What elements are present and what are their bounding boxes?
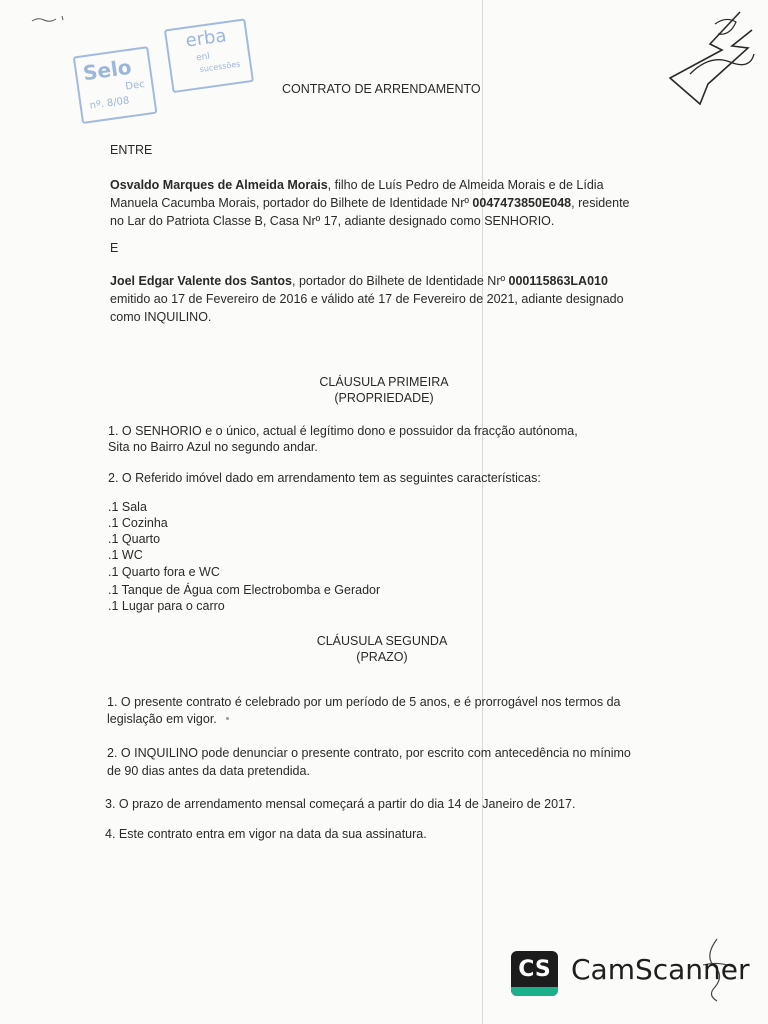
ink-dot [226,717,229,720]
feature-item: .1 Sala [108,500,147,514]
party2-line3: como INQUILINO. [110,310,212,324]
signature-mark [660,4,760,114]
party2-line1-pre: , portador do Bilhete de Identidade Nrº [292,274,509,288]
camscanner-logo-text: CS [518,957,551,982]
entre-label: ENTRE [110,143,153,157]
stamp-text-number: nº. 8/08 [89,95,131,112]
clause1-p1-line1: 1. O SENHORIO e o único, actual é legítimo dono e possuidor da fracção autónoma, [108,424,578,438]
stamp-text-selo: Selo [81,54,133,86]
clause2-p2-line2: de 90 dias antes da data pretendida. [107,764,310,778]
party2-name: Joel Edgar Valente dos Santos [110,274,293,288]
party2-line1 [110,273,608,289]
clause1-subheading: (PROPRIEDADE) [334,391,434,405]
clause1-heading: CLÁUSULA PRIMEIRA [319,375,449,389]
feature-item: .1 Quarto [108,532,161,546]
camscanner-logo-bar [511,987,558,996]
party2-id: 000115863LA010 [508,274,608,288]
page-fold-line [482,0,483,1024]
pen-scribble-mark [30,14,70,24]
clause1-p1-line2: Sita no Bairro Azul no segundo andar. [108,440,318,454]
clause2-p2-line1: 2. O INQUILINO pode denunciar o presente contrato, por escrito com antecedência no mínimo [107,746,631,760]
clause2-p1-line2: legislação em vigor. [107,712,217,726]
clause2-p4: 4. Este contrato entra em vigor na data da sua assinatura. [105,827,427,841]
stamp-text-enl: enl [195,51,211,64]
party1-line1-rest: , filho de Luís Pedro de Almeida Morais e de Lídia [327,178,604,192]
clause2-p3: 3. O prazo de arrendamento mensal começará a partir do dia 14 de Janeiro de 2017. [105,797,576,811]
clause2-heading: CLÁUSULA SEGUNDA [316,634,448,648]
party2-line2: emitido ao 17 de Fevereiro de 2016 e válido até 17 de Fevereiro de 2021, adiante designado [110,292,624,306]
stamp-text-dec: Dec [124,78,146,93]
feature-item: .1 Quarto fora e WC [108,565,220,579]
camscanner-logo [511,951,558,996]
feature-item: .1 Tanque de Água com Electrobomba e Gerador [108,583,381,597]
clause1-p2: 2. O Referido imóvel dado em arrendamento tem as seguintes características: [108,471,541,485]
party1-line2 [110,195,630,211]
camscanner-brand-text: CamScanner [571,953,750,986]
document-title: CONTRATO DE ARRENDAMENTO [282,82,481,96]
tax-stamp [64,13,265,134]
clause2-p1-line1: 1. O presente contrato é celebrado por um período de 5 anos, e é prorrogável nos termos da [107,695,621,709]
stamp-text-sucessoes: sucessões [199,59,241,75]
clause2-subheading: (PRAZO) [356,650,408,664]
e-conjunction: E [110,241,119,255]
stamp-text-erba: erba [184,25,228,52]
party1-line3: no Lar do Patriota Classe B, Casa Nrº 17, adiante designado como SENHORIO. [110,214,555,228]
feature-item: .1 Lugar para o carro [108,599,225,613]
feature-item: .1 WC [108,548,143,562]
party1-line2-post: , residente [571,196,630,210]
party1-line2-pre: Manuela Cacumba Morais, portador do Bilhete de Identidade Nrº [110,196,473,210]
party1-id: 0047473850E048 [472,196,572,210]
party1-line1 [110,177,604,193]
feature-item: .1 Cozinha [108,516,168,530]
party1-name: Osvaldo Marques de Almeida Morais [110,178,328,192]
